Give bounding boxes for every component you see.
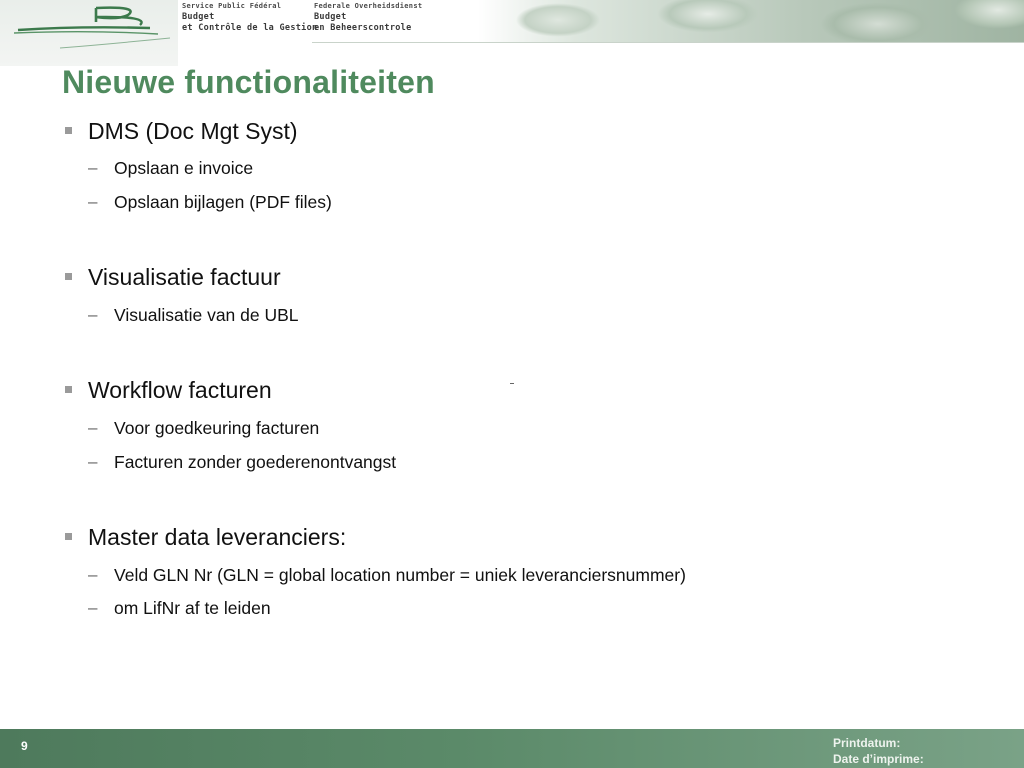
- square-bullet-icon: [65, 533, 72, 540]
- sub-bullet-item: Opslaan bijlagen (PDF files): [114, 192, 332, 212]
- page-number: 9: [21, 739, 28, 753]
- print-date-fr: Date d’imprime:: [833, 752, 924, 766]
- org-fr-line1: Service Public Fédéral: [182, 2, 282, 10]
- sub-bullet-item: Facturen zonder goederenontvangst: [114, 452, 397, 472]
- org-fr-line3: et Contrôle de la Gestion: [182, 23, 318, 33]
- bullet-item: Master data leveranciers:: [88, 524, 347, 550]
- dash-icon: –: [88, 192, 98, 211]
- sub-bullet-item: om LifNr af te leiden: [114, 598, 271, 618]
- org-nl-line1: Federale Overheidsdienst: [314, 2, 423, 10]
- print-date-nl: Printdatum:: [833, 736, 901, 750]
- dash-icon: –: [88, 158, 98, 177]
- stray-mark: [510, 383, 514, 384]
- dash-icon: –: [88, 305, 98, 324]
- sub-bullet-item: Visualisatie van de UBL: [114, 305, 299, 325]
- dash-icon: –: [88, 418, 98, 437]
- print-date: [833, 735, 924, 767]
- dash-icon: –: [88, 598, 98, 617]
- slide-title: Nieuwe functionaliteiten: [62, 64, 435, 100]
- bullet-item: Workflow facturen: [88, 377, 272, 403]
- sub-bullet-item: Voor goedkeuring facturen: [114, 418, 320, 438]
- org-nl-line2: Budget: [314, 12, 347, 22]
- org-fr-line2: Budget: [182, 12, 215, 22]
- org-nl-line3: en Beheerscontrole: [314, 23, 412, 33]
- bullet-item: Visualisatie factuur: [88, 264, 281, 290]
- square-bullet-icon: [65, 127, 72, 134]
- square-bullet-icon: [65, 386, 72, 393]
- dash-icon: –: [88, 452, 98, 471]
- dash-icon: –: [88, 565, 98, 584]
- sub-bullet-item: Opslaan e invoice: [114, 158, 254, 178]
- bullet-item: DMS (Doc Mgt Syst): [88, 118, 298, 144]
- sub-bullet-item: Veld GLN Nr (GLN = global location number = uniek leveranciersnummer): [114, 565, 686, 585]
- square-bullet-icon: [65, 273, 72, 280]
- slide-footer: [0, 729, 1024, 768]
